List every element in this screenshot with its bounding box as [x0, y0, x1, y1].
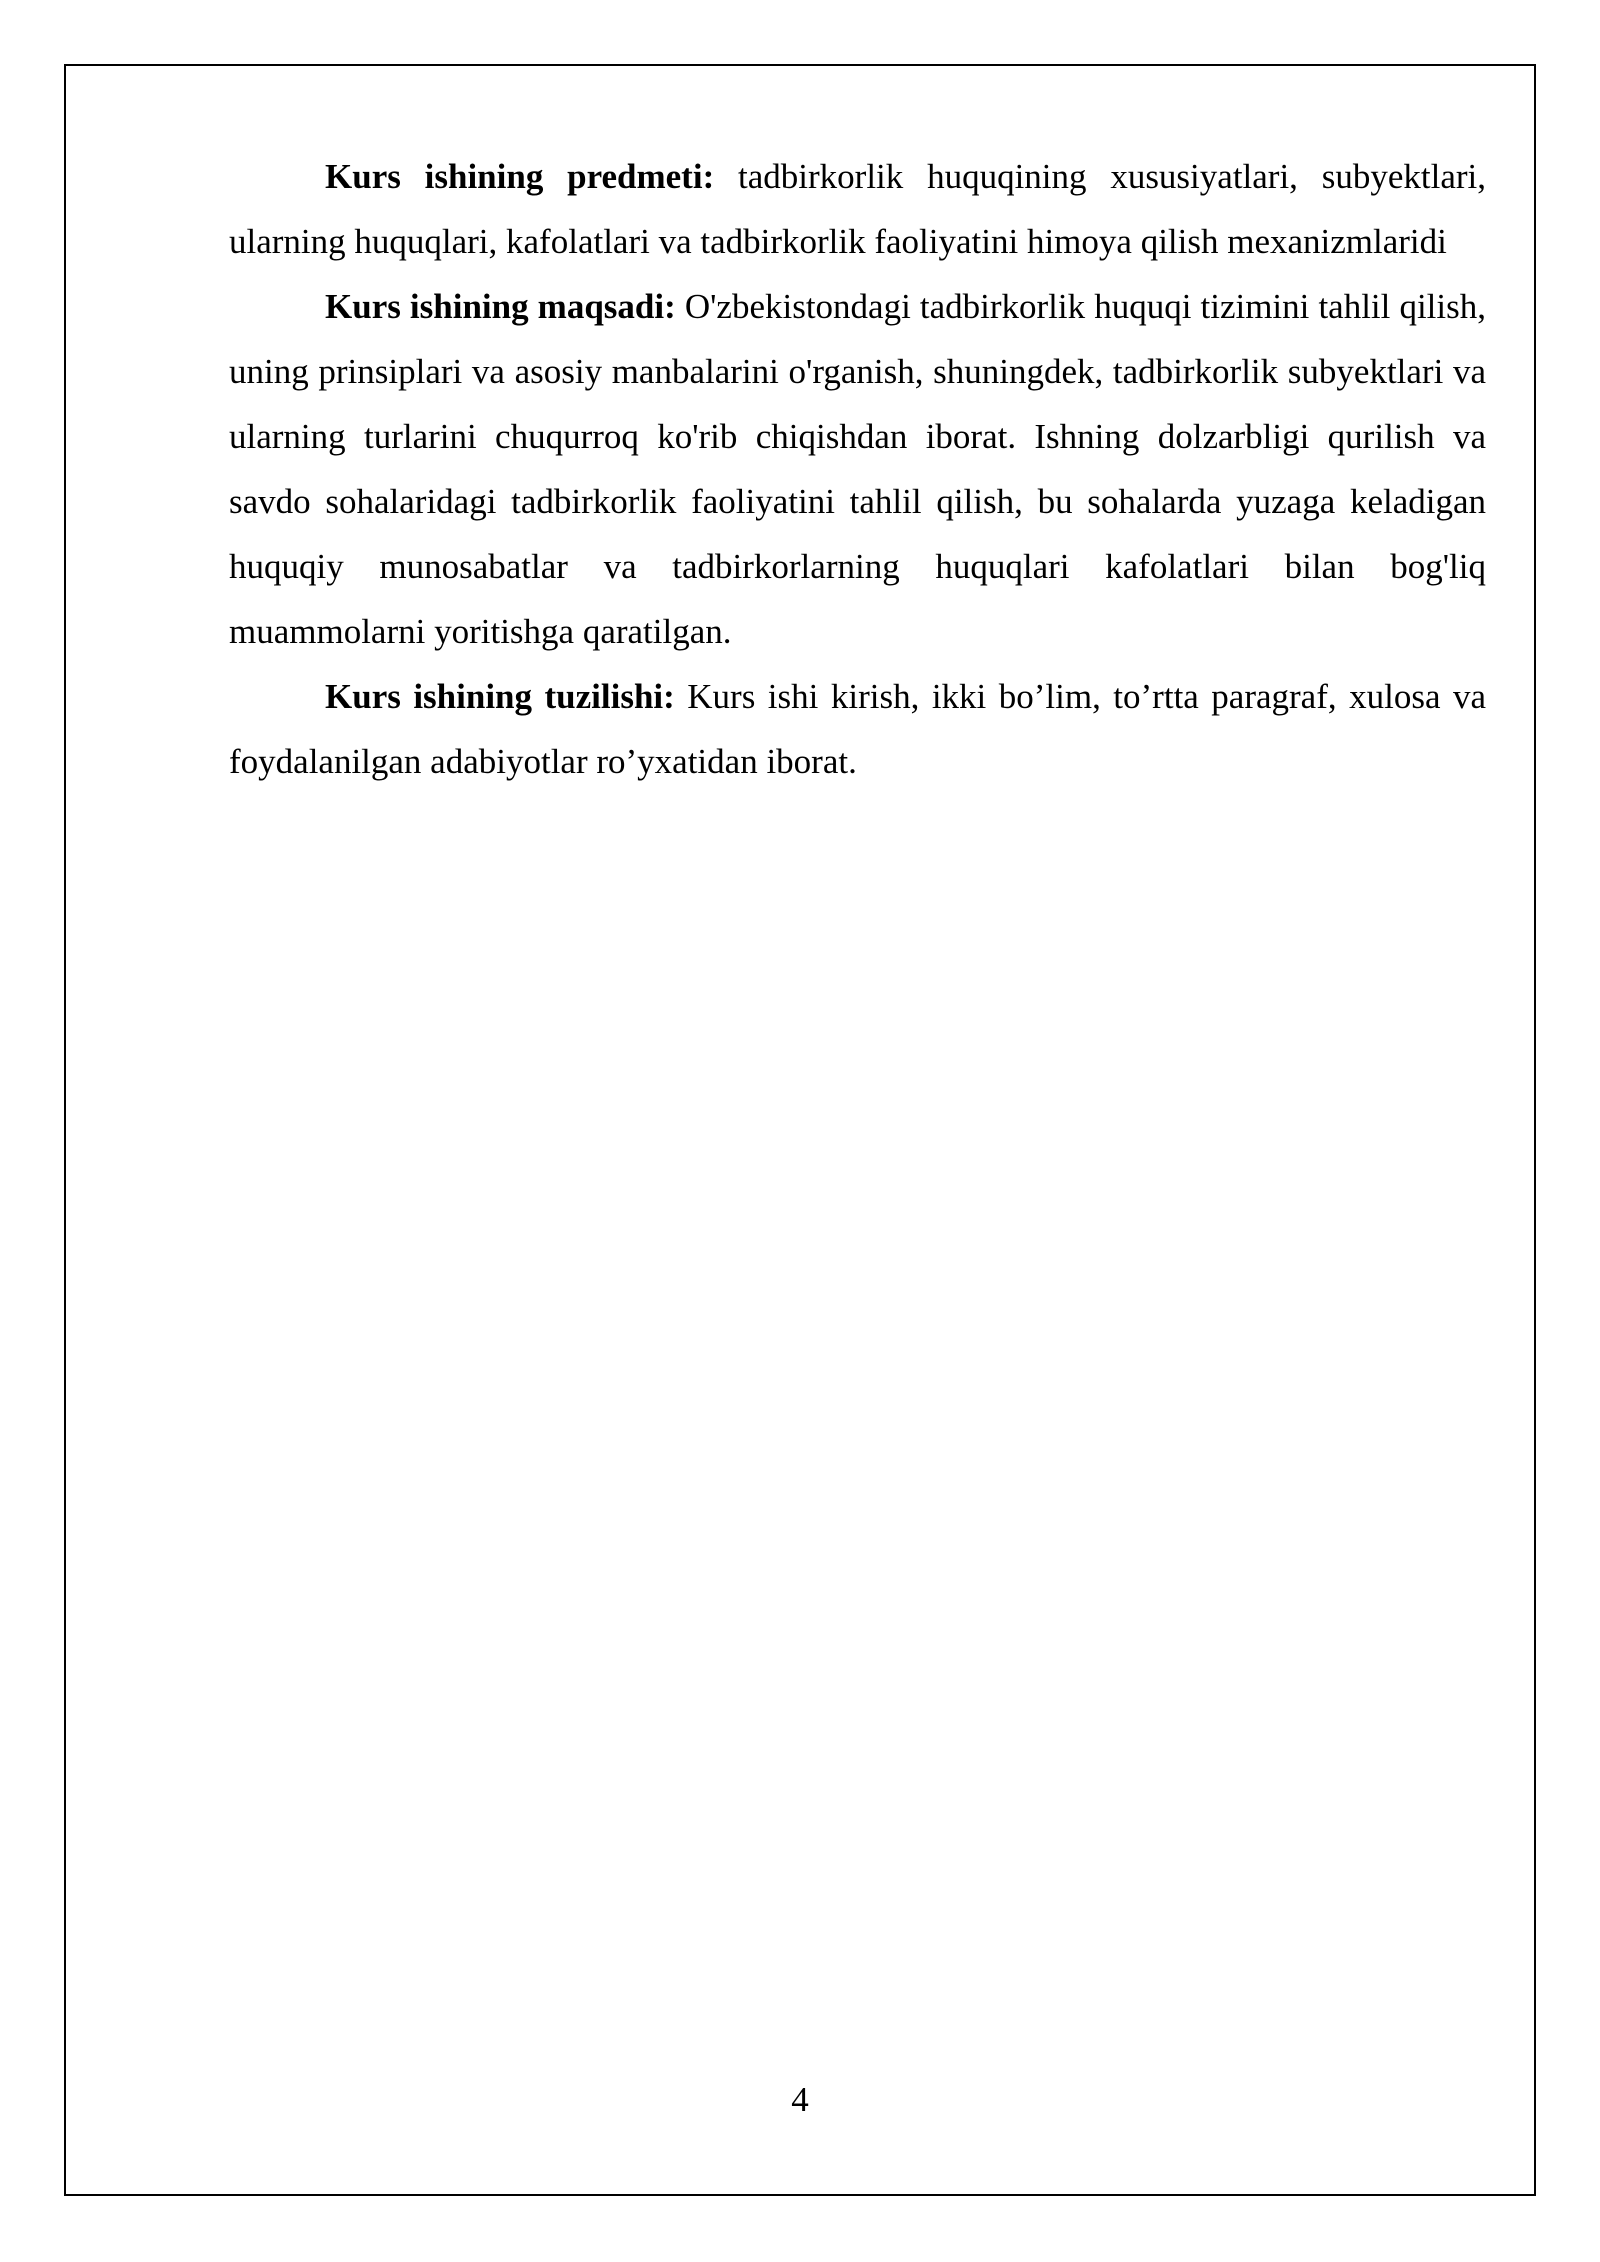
paragraph-goal [229, 274, 1486, 664]
paragraph-text: tadbirkorlik huquqining xususiyatlari, subyektlari, ularning huquqlari, kafolatlari va tadbirkorlik faoliyatini himoya qilish mexanizmlaridi [229, 157, 1486, 261]
paragraph-text: O'zbekistondagi tadbirkorlik huquqi tizimini tahlil qilish, uning prinsiplari va asosiy manbalarini o'rganish, shuningdek, tadbirkorlik subyektlari va ularning turlarini chuqurroq ko'rib chiqishdan iborat. Ishning dolzarbligi qurilish va savdo sohalaridagi tadbirkorlik faoliyatini tahlil qilish, bu sohalarda yuzaga keladigan huquqiy munosabatlar va tadbirkorlarning huquqlari kafolatlari bilan bog'liq muammolarni yoritishga qaratilgan. [229, 287, 1486, 651]
paragraph-subject [229, 144, 1486, 274]
paragraph-text: Kurs ishi kirish, ikki bo’lim, to’rtta paragraf, xulosa va foydalanilgan adabiyotlar ro’yxatidan iborat. [229, 677, 1487, 781]
paragraph-lead: Kurs ishining predmeti: [325, 157, 715, 196]
page-number: 4 [791, 2080, 809, 2119]
paragraph-lead: Kurs ishining maqsadi: [325, 287, 676, 326]
paragraph-structure [229, 664, 1486, 794]
body-text [229, 144, 1486, 794]
paragraph-lead: Kurs ishining tuzilishi: [325, 677, 675, 716]
